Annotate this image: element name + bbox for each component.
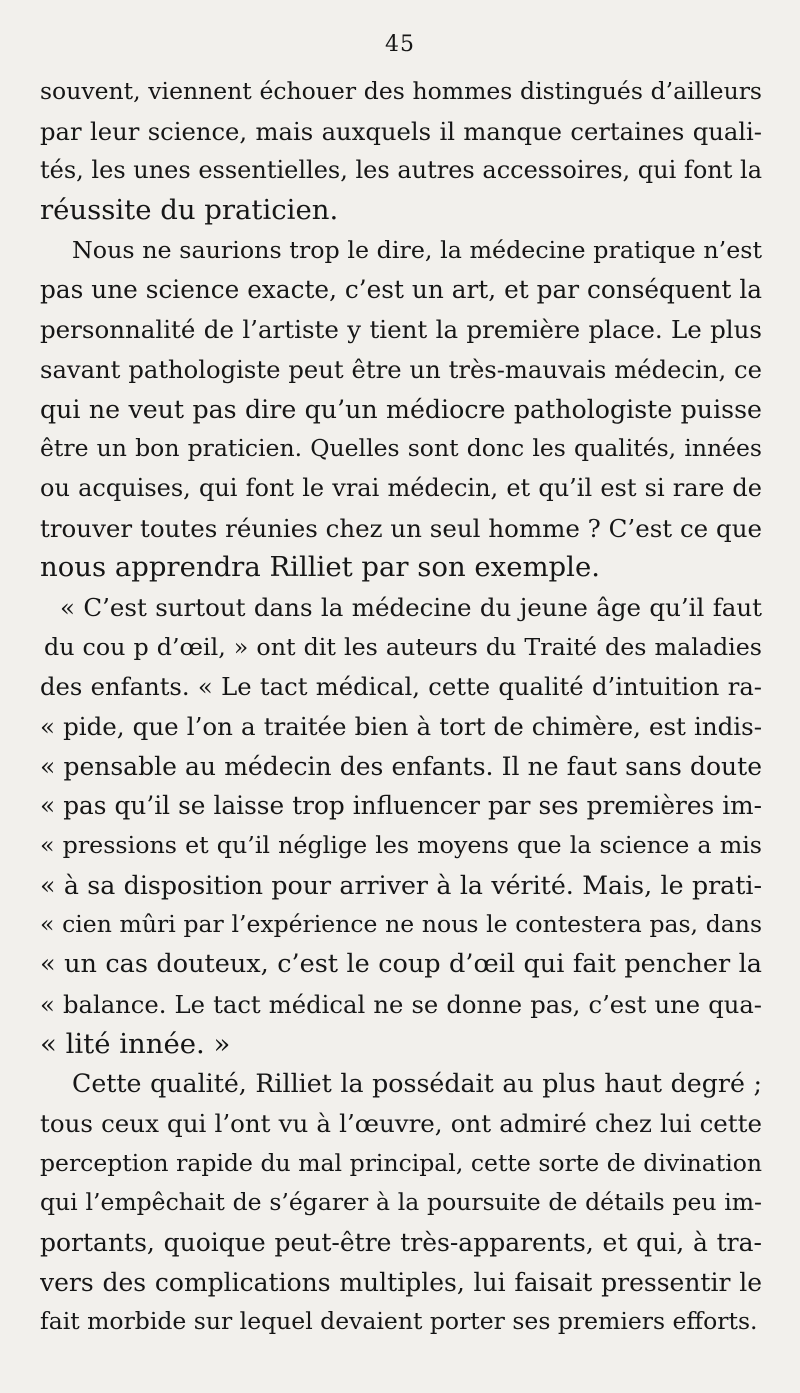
text-line: qui l’empêchait de s’égarer à la poursuite de détails peu im- — [40, 1188, 762, 1217]
text-line: « un cas douteux, c’est le coup d’œil qui fait pencher la — [40, 949, 762, 980]
text-line: « pressions et qu’il néglige les moyens que la science a mis — [40, 831, 762, 860]
text-line: « lité innée. » — [40, 1027, 231, 1060]
text-line: « C’est surtout dans la médecine du jeune âge qu’il faut — [60, 592, 762, 622]
text-line: « pensable au médecin des enfants. Il ne faut sans doute — [40, 751, 762, 781]
text-line: qui ne veut pas dire qu’un médiocre pathologiste puisse — [40, 394, 762, 424]
text-line: vers des complications multiples, lui faisait pressentir le — [40, 1267, 762, 1297]
page-number: 45 — [385, 32, 415, 57]
text-line: perception rapide du mal principal, cette sorte de divination — [40, 1148, 762, 1177]
text-line: tés, les unes essentielles, les autres accessoires, qui font la — [40, 156, 762, 185]
text-line: trouver toutes réunies chez un seul homme ? C’est ce que — [40, 513, 762, 543]
text-line: « cien mûri par l’expérience ne nous le contestera pas, dans — [40, 910, 762, 939]
text-line: du cou p d’œil, » ont dit les auteurs du Traité des maladies — [44, 632, 762, 661]
text-line: personnalité de l’artiste y tient la première place. Le plus — [40, 315, 762, 345]
text-line: savant pathologiste peut être un très-mauvais médecin, ce — [40, 354, 762, 384]
text-line: Cette qualité, Rilliet la possédait au plus haut degré ; — [72, 1069, 762, 1099]
text-line: portants, quoique peut-être très-apparents, et qui, à tra- — [40, 1227, 762, 1257]
text-line: être un bon praticien. Quelles sont donc les qualités, innées — [40, 434, 762, 463]
text-line: des enfants. « Le tact médical, cette qualité d’intuition ra- — [40, 672, 762, 702]
text-line: « pide, que l’on a traitée bien à tort de chimère, est indis- — [40, 712, 762, 741]
text-line: « pas qu’il se laisse trop influencer par ses premières im- — [40, 791, 762, 821]
text-line: nous apprendra Rilliet par son exemple. — [40, 551, 600, 584]
text-line: tous ceux qui l’ont vu à l’œuvre, ont admiré chez lui cette — [40, 1108, 762, 1138]
text-line: Nous ne saurions trop le dire, la médecine pratique n’est — [72, 235, 762, 264]
body-text — [40, 72, 762, 1342]
text-line: fait morbide sur lequel devaient porter ses premiers efforts. — [40, 1307, 758, 1336]
text-line: « à sa disposition pour arriver à la vérité. Mais, le prati- — [40, 870, 762, 900]
text-line: souvent, viennent échouer des hommes distingués d’ailleurs — [40, 77, 762, 105]
text-line: par leur science, mais auxquels il manque certaines quali- — [40, 116, 762, 146]
text-line: réussite du praticien. — [40, 194, 339, 227]
text-line: ou acquises, qui font le vrai médecin, et qu’il est si rare de — [40, 473, 762, 502]
text-line: pas une science exacte, c’est un art, et par conséquent la — [40, 275, 762, 305]
text-line: « balance. Le tact médical ne se donne pas, c’est une qua- — [40, 989, 762, 1019]
